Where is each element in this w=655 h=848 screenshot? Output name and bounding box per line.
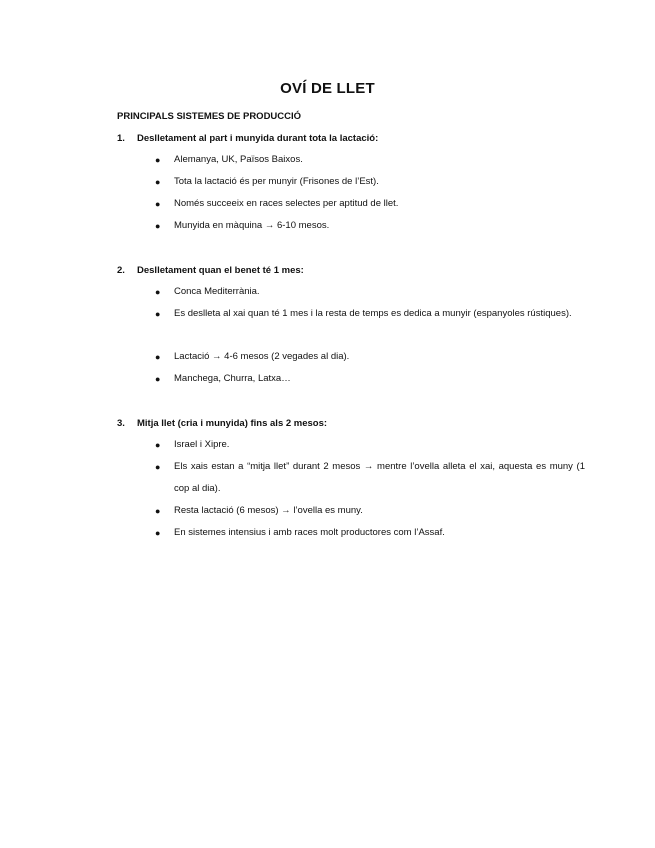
section-2-title: Deslletament quan el benet té 1 mes: bbox=[137, 265, 304, 276]
bullet-icon: ● bbox=[155, 221, 161, 231]
bullet-icon: ● bbox=[155, 528, 161, 538]
list-item bbox=[155, 281, 585, 303]
list-item bbox=[155, 434, 585, 456]
section-3-title: Mitja llet (cria i munyida) fins als 2 mesos: bbox=[137, 418, 328, 429]
list-item-text: Conca Mediterrània. bbox=[174, 286, 260, 297]
list-item-text: Alemanya, UK, Països Baixos. bbox=[174, 154, 303, 165]
list-item bbox=[155, 522, 585, 544]
list-item bbox=[155, 346, 585, 368]
section-1-heading bbox=[117, 133, 378, 144]
list-item-text: Tota la lactació és per munyir (Frisones de l’Est). bbox=[174, 176, 379, 187]
list-item-text: Lactació → 4-6 mesos (2 vegades al dia). bbox=[174, 351, 350, 362]
section-1-title: Deslletament al part i munyida durant tota la lactació: bbox=[137, 133, 379, 144]
list-item bbox=[155, 500, 585, 522]
bullet-icon: ● bbox=[155, 506, 161, 516]
bullet-icon: ● bbox=[155, 309, 161, 319]
section-3-number: 3. bbox=[117, 418, 125, 429]
list-item bbox=[155, 149, 585, 171]
list-item-text: Manchega, Churra, Latxa… bbox=[174, 373, 291, 384]
list-item-text: Resta lactació (6 mesos) → l’ovella es muny. bbox=[174, 505, 363, 516]
list-item bbox=[155, 368, 585, 390]
section-2-number: 2. bbox=[117, 265, 125, 276]
section-subtitle: PRINCIPALS SISTEMES DE PRODUCCIÓ bbox=[117, 111, 302, 122]
list-item-text: En sistemes intensius i amb races molt productores com l’Assaf. bbox=[174, 527, 445, 538]
list-item-text: Es deslleta al xai quan té 1 mes i la resta de temps es dedica a munyir (espanyoles rústiques). bbox=[174, 308, 572, 319]
list-item bbox=[155, 303, 585, 325]
bullet-icon: ● bbox=[155, 199, 161, 209]
list-item-text: Munyida en màquina → 6-10 mesos. bbox=[174, 220, 330, 231]
list-item bbox=[155, 215, 585, 237]
bullet-icon: ● bbox=[155, 287, 161, 297]
section-1-number: 1. bbox=[117, 133, 125, 144]
bullet-icon: ● bbox=[155, 177, 161, 187]
list-item-text: Els xais estan a “mitja llet” durant 2 mesos → mentre l’ovella alleta el xai, aquesta es muny (1 cop al dia). bbox=[174, 461, 585, 494]
list-item bbox=[155, 456, 585, 500]
bullet-icon: ● bbox=[155, 462, 161, 472]
page-title: OVÍ DE LLET bbox=[280, 80, 375, 97]
bullet-icon: ● bbox=[155, 155, 161, 165]
list-item-text: Israel i Xipre. bbox=[174, 439, 230, 450]
bullet-icon: ● bbox=[155, 374, 161, 384]
bullet-icon: ● bbox=[155, 352, 161, 362]
list-item bbox=[155, 193, 585, 215]
list-item bbox=[155, 171, 585, 193]
list-item-text: Només succeeix en races selectes per aptitud de llet. bbox=[174, 198, 399, 209]
section-2-heading bbox=[117, 265, 304, 276]
bullet-icon: ● bbox=[155, 440, 161, 450]
section-3-heading bbox=[117, 418, 327, 429]
